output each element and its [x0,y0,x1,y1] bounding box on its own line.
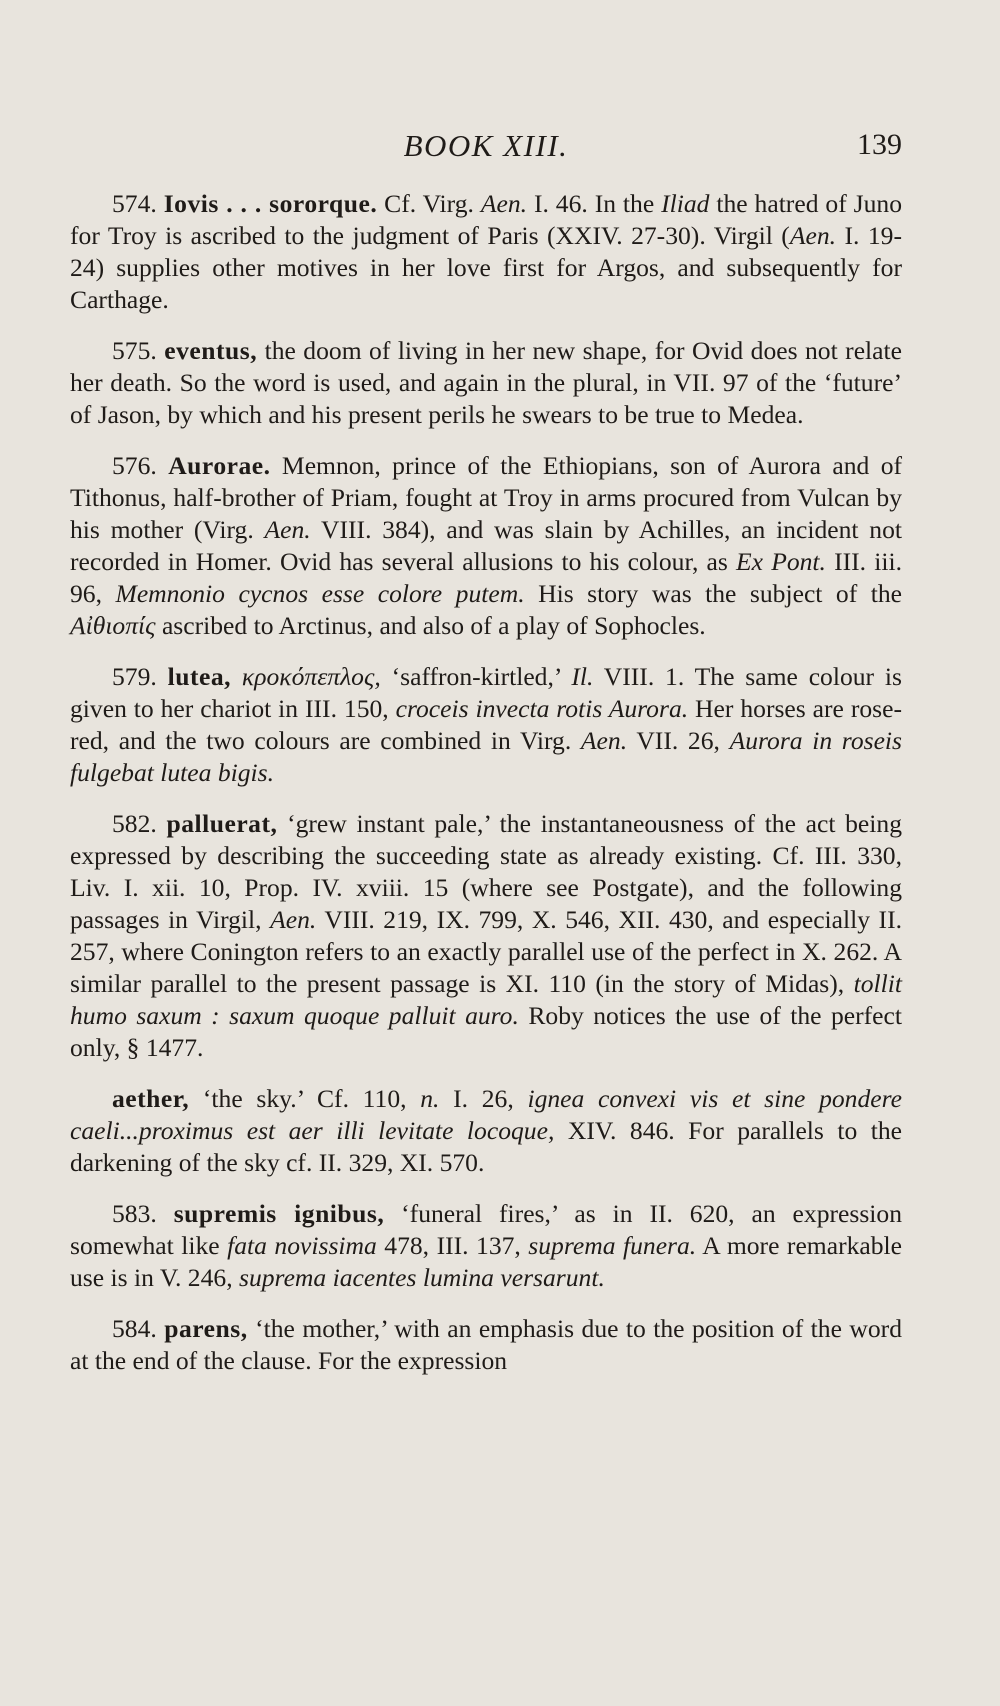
note-text: Her horses are rose-red, and the two colours are combined in Virg. [70,694,902,755]
note-text: ‘the sky.’ Cf. 110, [189,1084,421,1113]
italic-citation: Ex Pont. [736,547,826,576]
italic-citation: croceis invecta rotis Aurora. [395,694,689,723]
commentary-note [70,450,902,642]
note-text: I. 26, [439,1084,528,1113]
italic-citation: Aen. [480,189,528,218]
note-text: ascribed to Arctinus, and also of a play of Sophocles. [155,611,706,640]
commentary-note [70,1198,902,1294]
note-text: VIII. 219, IX. 799, X. 546, XII. 430, and especially II. 257, where Conington refers to an exactly parallel use of the perfect in X. 262. A similar parallel to the present passage is XI. 110 (in the story of Midas), [70,905,902,998]
page-number: 139 [857,128,902,161]
note-text: Cf. Virg. [377,189,481,218]
lemma: supremis ignibus, [173,1199,385,1228]
note-text: His story was the subject of the [524,579,902,608]
note-text: III. iii. 96, [70,547,902,608]
commentary-note [70,661,902,789]
italic-citation: Aurora in roseis fulgebat lutea bigis. [70,726,903,787]
lemma: palluerat, [166,809,278,838]
lemma: aether, [112,1084,190,1113]
note-text [231,662,242,691]
note-text: 478, III. 137, [376,1231,529,1260]
commentary-note [70,1313,902,1377]
note-text: ‘the mother,’ with an emphasis due to the position of the word at the end of the clause. For the expression [70,1314,902,1375]
italic-citation: Il. [571,662,594,691]
commentary-note [70,808,902,1064]
line-reference: 579. [112,662,168,691]
note-text: A more remarkable use is in V. 246, [70,1231,903,1292]
lemma: Iovis . . . sororque. [163,189,378,218]
line-reference: 575. [112,336,165,365]
line-reference: 584. [112,1314,165,1343]
line-reference: 576. [112,451,169,480]
commentary-body [70,188,902,1396]
note-text: VIII. 384), and was slain by Achilles, an incident not recorded in Homer. Ovid has several allusions to his colour, as [70,515,902,576]
note-text: ‘saffron-kirtled,’ [380,662,572,691]
note-text: Memnon, prince of the Ethiopians, son of Aurora and of Tithonus, half-brother of Priam, fought at Troy in arms procured from Vulcan by his mother (Virg. [70,451,903,544]
lemma: Aurorae. [168,451,271,480]
italic-citation: n. [420,1084,440,1113]
italic-citation: Memnonio cycnos esse colore putem. [115,579,525,608]
italic-citation: tollit humo saxum : saxum quoque palluit auro. [70,969,902,1030]
note-text: the hatred of Juno for Troy is ascribed to the judgment of Paris (XXIV. 27-30). Virgil ( [70,189,902,250]
note-text: I. 19-24) supplies other motives in her love first for Argos, and subsequently for Carthage. [70,221,902,314]
line-reference: 582. [112,809,167,838]
note-text: I. 46. In the [527,189,662,218]
note-text: VII. 26, [627,726,730,755]
note-text: Roby notices the use of the perfect only, § 1477. [70,1001,902,1062]
italic-citation: Aen. [264,515,311,544]
lemma: lutea, [167,662,232,691]
italic-citation: Aen. [580,726,628,755]
running-head: BOOK XIII. [403,128,569,163]
note-text: VIII. 1. The same colour is given to her chariot in III. 150, [70,662,902,723]
note-text: XIV. 846. For parallels to the darkening of the sky cf. II. 329, XI. 570. [70,1116,903,1177]
italic-citation: Aen. [270,905,317,934]
italic-citation: Iliad [661,189,710,218]
italic-citation: ignea convexi vis et sine pondere caeli...proximus est aer illi levitate locoque, [70,1084,903,1145]
italic-citation: suprema iacentes lumina versarunt. [239,1263,605,1292]
note-text: ‘grew instant pale,’ the instantaneousness of the act being expressed by describing the succeeding state as already existing. Cf. III. 330, Liv. I. xii. 10, Prop. IV. xviii. 15 (where see Postgate), and the following passages in Virgil, [70,809,902,934]
commentary-note [70,335,902,431]
page-header [70,128,902,172]
line-reference: 574. [112,189,164,218]
italic-citation: fata novissima [227,1231,377,1260]
italic-citation: κροκόπεπλος, [241,662,381,691]
lemma: parens, [164,1314,248,1343]
note-text: ‘funeral fires,’ as in II. 620, an expression somewhat like [70,1199,902,1260]
italic-citation: Aen. [789,221,837,250]
italic-citation: suprema funera. [528,1231,697,1260]
commentary-note [70,188,902,316]
lemma: eventus, [164,336,258,365]
note-text: the doom of living in her new shape, for Ovid does not relate her death. So the word is used, and again in the plural, in VII. 97 of the ‘future’ of Jason, by which and his present perils he swears to be true to Medea. [70,336,902,429]
line-reference: 583. [112,1199,174,1228]
italic-citation: Αἰθιοπίς [70,611,156,640]
commentary-note [70,1083,902,1179]
